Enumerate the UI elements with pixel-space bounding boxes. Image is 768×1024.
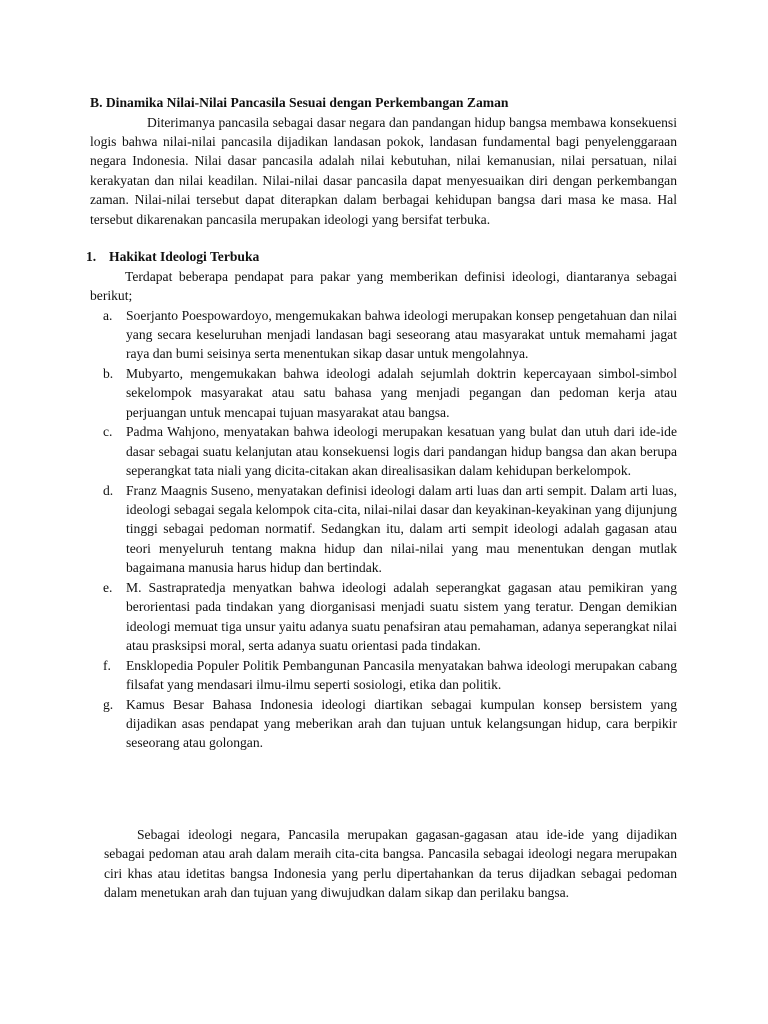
lead-paragraph: Terdapat beberapa pendapat para pakar yang memberikan definisi ideologi, diantaranya sebagai berikut; <box>90 268 677 303</box>
list-marker: d. <box>103 482 114 498</box>
list-item <box>90 422 677 480</box>
list-item <box>90 364 677 422</box>
list-item <box>90 481 677 578</box>
list-item <box>90 578 677 656</box>
list-item <box>90 656 677 695</box>
subsection-number: 1. <box>86 249 97 264</box>
list-item-text: Franz Maagnis Suseno, menyatakan definisi ideologi dalam arti luas dan arti sempit. Dalam arti luas, ideologi sebagai segala kelompok cita-cita, nilai-nilai dasar dan keyakinan-keyakinan yang dijunjung tinggi sebagai pedoman normatif. Sedangkan itu, dalam arti sempit ideologi adalah gagasan atau teori menyeluruh tentang makna hidup dan nilai-nilai yang mau menentukan dengan mutlak bagaimana manusia harus hidup dan bertindak. <box>126 482 677 576</box>
list-marker: b. <box>103 365 114 381</box>
list-item <box>90 306 677 364</box>
list-marker: e. <box>103 579 113 595</box>
list-item-text: Padma Wahjono, menyatakan bahwa ideologi merupakan kesatuan yang bulat dan utuh dari ide-ide dasar sebagai suatu kelanjutan atau konsekuensi logis dari pandangan hidup bangsa dan akan berupa seperangkat tata niali yang dicita-citakan akan direalisasikan dalam kehidupan berkelompok. <box>126 424 677 479</box>
definition-list <box>90 306 677 753</box>
list-item-text: Mubyarto, mengemukakan bahwa ideologi adalah sejumlah doktrin kepercayaan simbol-simbol sekelompok masyarakat atau satu bahasa yang menjadi pegangan dan pedoman kerja atau perjuangan untuk mencapai tujuan masyarakat atau bangsa. <box>126 365 677 420</box>
section-heading: B. Dinamika Nilai-Nilai Pancasila Sesuai dengan Perkembangan Zaman <box>90 95 509 110</box>
list-marker: f. <box>103 657 111 673</box>
subsection-heading <box>86 247 686 266</box>
list-item-text: Soerjanto Poespowardoyo, mengemukakan bahwa ideologi merupakan konsep pengetahuan dan nilai yang secara keseluruhan menjadi landasan bagi seseorang atau masyarakat untuk memahami jagat raya dan bumi seisinya serta menentukan sikap dasar untuk mengolahnya. <box>126 307 677 362</box>
list-marker: c. <box>103 424 113 440</box>
list-item <box>90 695 677 753</box>
closing-paragraph: Sebagai ideologi negara, Pancasila merupakan gagasan-gagasan atau ide-ide yang dijadikan sebagai pedoman atau arah dalam meraih cita-cita bangsa. Pancasila sebagai ideologi negara merupakan ciri khas atau idetitas bangsa Indonesia yang perlu dipertahankan da terus dijadkan sebagai pedoman dalam menetukan arah dan tujuan yang diwujudkan dalam sikap dan perilaku bangsa. <box>104 827 677 901</box>
list-item-text: M. Sastrapratedja menyatkan bahwa ideologi adalah seperangkat gagasan atau pemikiran yang berorientasi pada tindakan yang diorganisasi menjadi suatu sistem yang teratur. Dengan demikian ideologi memuat tiga unsur yaitu adanya suatu penafsiran atau pemahaman, adanya seperangkat nilai atau prasksipsi moral, serta adanya suatu orientasi pada tindakan. <box>126 579 677 654</box>
intro-paragraph: Diterimanya pancasila sebagai dasar negara dan pandangan hidup bangsa membawa konsekuensi logis bahwa nilai-nilai pancasila dijadikan landasan pokok, landasan fundamental bagi penyelenggaraan negara Indonesia. Nilai dasar pancasila adalah nilai kebutuhan, nilai kemanusian, nilai persatuan, nilai kerakyatan dan nilai keadilan. Nilai-nilai dasar pancasila dapat menyesuaikan diri dengan perkembangan zaman. Nilai-nilai tersebut dapat diterapkan dalam berbagai kehidupan bangsa dari masa ke masa. Hal tersebut dikarenakan pancasila merupakan ideologi yang bersifat terbuka. <box>90 114 677 227</box>
subsection-title: Hakikat Ideologi Terbuka <box>109 249 260 264</box>
list-item-text: Kamus Besar Bahasa Indonesia ideologi diartikan sebagai kumpulan konsep bersistem yang dijadikan asas pendapat yang meberikan arah dan tujuan untuk kelangsungan hidup, cara berpikir seseorang atau golongan. <box>126 696 677 751</box>
list-item-text: Ensklopedia Populer Politik Pembangunan Pancasila menyatakan bahwa ideologi merupakan cabang filsafat yang mendasari ilmu-ilmu seperti sosiologi, etika dan politik. <box>126 657 677 693</box>
list-marker: a. <box>103 307 113 323</box>
list-marker: g. <box>103 696 114 712</box>
